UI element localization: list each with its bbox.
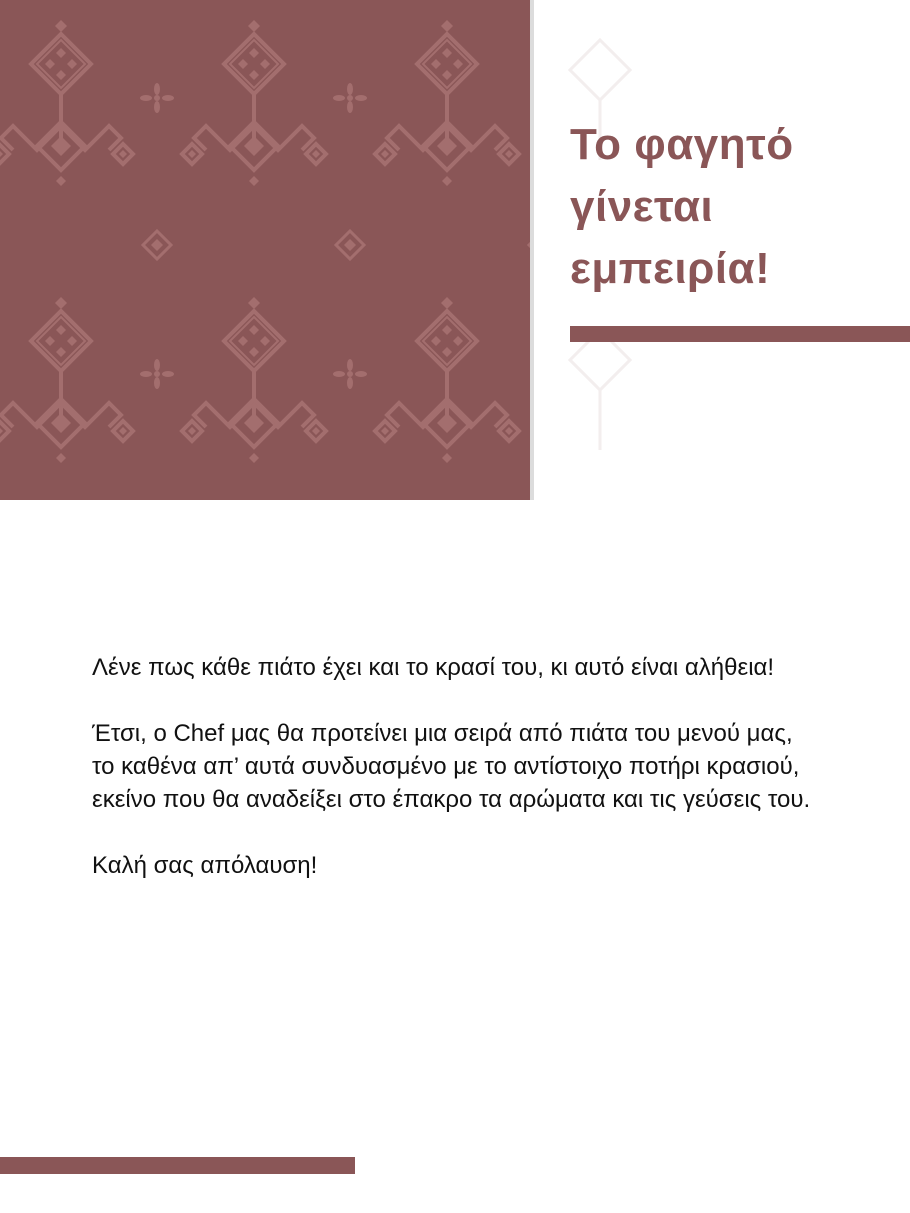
headline-line-3: εμπειρία! xyxy=(570,244,771,293)
accent-rule-top xyxy=(570,326,910,342)
page-headline xyxy=(570,114,900,300)
body-text xyxy=(92,651,812,915)
headline-line-2: γίνεται xyxy=(570,182,714,231)
pattern-panel xyxy=(0,0,530,500)
intro-paragraph: Λένε πως κάθε πιάτο έχει και το κρασί του, κι αυτό είναι αλήθεια! xyxy=(92,654,775,681)
panel-edge xyxy=(530,0,534,500)
description-paragraph: Έτσι, ο Chef μας θα προτείνει μια σειρά από πιάτα του μενού μας, το καθένα απ’ αυτά συνδυασμένο με το αντίστοιχο ποτήρι κρασιού, εκείνο που θα αναδείξει στο έπακρο τα αρώματα και τις γεύσεις του. xyxy=(92,720,811,813)
embroidery-pattern-decoration xyxy=(0,0,530,500)
accent-rule-bottom xyxy=(0,1157,355,1174)
closing-paragraph: Καλή σας απόλαυση! xyxy=(92,852,318,879)
headline-line-1: Το φαγητό xyxy=(570,120,794,169)
